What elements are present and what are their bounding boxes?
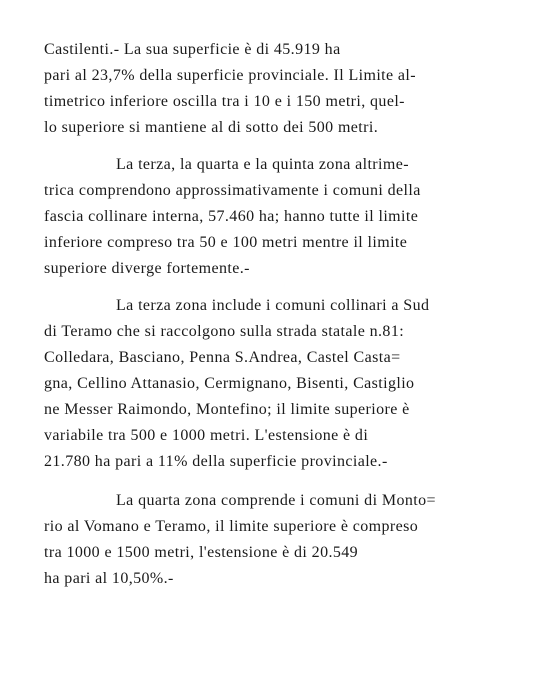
text-line: rio al Vomano e Teramo, il limite superiore è compreso	[44, 518, 419, 535]
text-line: variabile tra 500 e 1000 metri. L'estensione è di	[44, 427, 369, 444]
text-line: 21.780 ha pari a 11% della superficie provinciale.-	[44, 453, 388, 470]
text-line: pari al 23,7% della superficie provinciale. Il Limite al-	[44, 67, 416, 84]
text-line: trica comprendono approssimativamente i comuni della	[44, 182, 421, 199]
text-line: tra 1000 e 1500 metri, l'estensione è di 20.549	[44, 544, 359, 561]
text-line: fascia collinare interna, 57.460 ha; hanno tutte il limite	[44, 208, 419, 225]
text-line: La terza, la quarta e la quinta zona altrime-	[116, 156, 409, 173]
text-line: superiore diverge fortemente.-	[44, 260, 250, 277]
text-line: ne Messer Raimondo, Montefino; il limite superiore è	[44, 401, 410, 418]
text-line: inferiore compreso tra 50 e 100 metri mentre il limite	[44, 234, 408, 251]
text-line: di Teramo che si raccolgono sulla strada statale n.81:	[44, 323, 405, 340]
text-line: La terza zona include i comuni collinari a Sud	[116, 297, 430, 314]
text-line: La quarta zona comprende i comuni di Monto=	[116, 492, 436, 509]
text-line: lo superiore si mantiene al di sotto dei 500 metri.	[44, 119, 379, 136]
text-line: Colledara, Basciano, Penna S.Andrea, Castel Casta=	[44, 349, 401, 366]
text-line: ha pari al 10,50%.-	[44, 570, 174, 587]
text-line: timetrico inferiore oscilla tra i 10 e i 150 metri, quel-	[44, 93, 405, 110]
text-line: gna, Cellino Attanasio, Cermignano, Bisenti, Castiglio	[44, 375, 415, 392]
text-line: Castilenti.- La sua superficie è di 45.919 ha	[44, 41, 341, 58]
